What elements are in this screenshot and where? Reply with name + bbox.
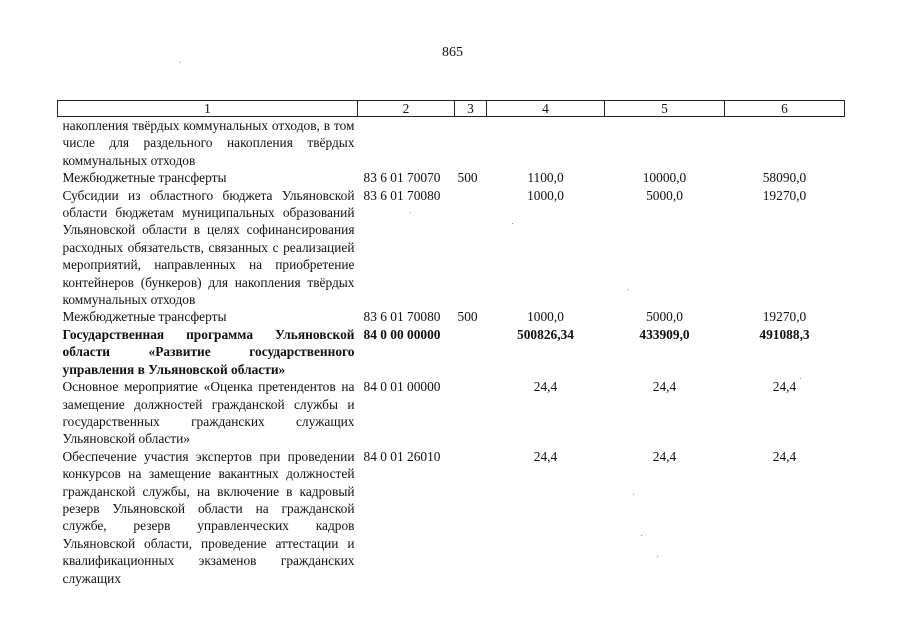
header-col-5: 5 [605, 101, 725, 117]
row-name-cell: Субсидии из областного бюджета Ульяновской области бюджетам муниципальных образований Ульяновской области в целях софинансирования расходных обязательств, связанных с реализацией мероприятий, направленных на приобретение контейнеров (бункеров) для накопления твёрдых коммунальных отходов [62, 187, 355, 308]
row-value-col5: 433909,0 [639, 326, 690, 342]
row-type-cell [455, 448, 487, 587]
page-number: 865 [442, 45, 463, 60]
row-code-cell: 83 6 01 70080 [363, 187, 441, 203]
row-value-col6 [725, 117, 845, 170]
row-value-col6: 24,4 [772, 379, 797, 395]
budget-table [57, 100, 845, 587]
scan-speck [800, 378, 801, 379]
header-col-3: 3 [455, 101, 487, 117]
row-name-cell: Межбюджетные трансферты [62, 170, 227, 186]
row-type-cell: 500 [457, 309, 478, 325]
table-body [58, 117, 845, 587]
header-col-4: 4 [487, 101, 605, 117]
row-name-cell: Обеспечение участия экспертов при проведении конкурсов на замещение вакантных должностей гражданской службы, на включение в кадровый резерв Ульяновской области на гражданской службе, резерв управленческих кадров Ульяновской области, проведение аттестации и квалификационных экзаменов гражданских служащих [62, 448, 355, 586]
scan-speck [657, 556, 658, 557]
row-value-col6: 24,4 [772, 448, 797, 464]
row-code-cell: 83 6 01 70080 [363, 309, 441, 325]
row-code-cell: 84 0 01 00000 [363, 379, 441, 395]
row-type-cell: 500 [457, 170, 478, 186]
header-col-6: 6 [725, 101, 845, 117]
table-row [58, 378, 845, 448]
table-row [58, 308, 845, 325]
row-code-cell: 83 6 01 70070 [363, 170, 441, 186]
header-col-1: 1 [58, 101, 358, 117]
scan-speck [633, 494, 634, 495]
row-value-col4: 24,4 [533, 379, 558, 395]
header-col-2: 2 [358, 101, 455, 117]
row-code-cell: 84 0 00 00000 [363, 326, 441, 342]
row-value-col4: 24,4 [533, 448, 558, 464]
table-row [58, 448, 845, 587]
table-row [58, 187, 845, 309]
scan-speck [641, 535, 642, 536]
row-value-col4: 1000,0 [527, 309, 564, 325]
row-value-col5: 10000,0 [642, 170, 687, 186]
row-value-col5: 24,4 [652, 379, 677, 395]
table-header-row [58, 101, 845, 117]
row-value-col4: 1100,0 [527, 170, 564, 186]
row-name-cell: Государственная программа Ульяновской области «Развитие государственного управления в Ульяновской области» [62, 326, 355, 377]
row-value-col5: 5000,0 [646, 187, 683, 203]
row-name-cell: накопления твёрдых коммунальных отходов, в том числе для раздельного накопления твёрдых коммунальных отходов [62, 118, 355, 168]
table-row [58, 117, 845, 170]
scan-speck [410, 212, 411, 213]
row-value-col4 [487, 117, 605, 170]
row-name-cell: Межбюджетные трансферты [62, 309, 227, 325]
row-type-cell [455, 326, 487, 378]
row-value-col6: 58090,0 [762, 170, 807, 186]
row-value-col5: 5000,0 [646, 309, 683, 325]
scan-speck [627, 289, 628, 290]
row-value-col6: 491088,3 [759, 326, 810, 342]
row-name-cell: Основное мероприятие «Оценка претендентов на замещение должностей гражданской службы и государственных гражданских служащих Ульяновской области» [62, 379, 355, 447]
row-value-col4: 1000,0 [527, 187, 564, 203]
row-type-cell [455, 187, 487, 309]
scan-speck [180, 62, 181, 63]
table-row [58, 169, 845, 186]
row-type-cell [455, 117, 487, 170]
row-code-cell [358, 117, 455, 170]
row-code-cell: 84 0 01 26010 [363, 448, 441, 464]
row-value-col4: 500826,34 [517, 326, 574, 342]
row-value-col6: 19270,0 [762, 309, 807, 325]
table-row [58, 326, 845, 378]
row-value-col5: 24,4 [652, 448, 677, 464]
row-type-cell [455, 378, 487, 448]
row-value-col6: 19270,0 [762, 187, 807, 203]
row-value-col5 [605, 117, 725, 170]
scan-speck [512, 223, 513, 224]
